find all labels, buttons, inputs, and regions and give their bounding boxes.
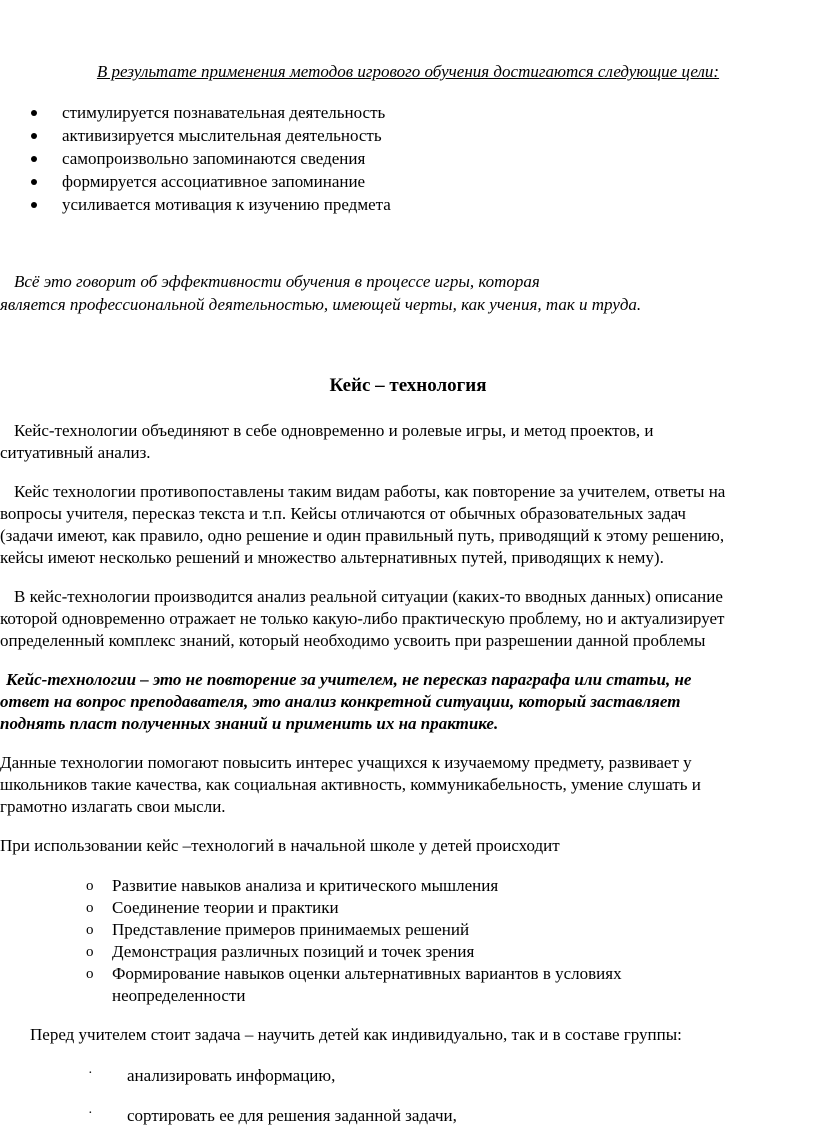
bullet-icon: [31, 156, 37, 162]
dot-bullet-icon: ·: [88, 1066, 93, 1081]
circle-bullet-icon: o: [86, 900, 94, 916]
dot-bullet-icon: ·: [88, 1106, 93, 1121]
bullet-icon: [31, 133, 37, 139]
circle-bullet-icon: o: [86, 966, 94, 982]
circle-bullet-icon: o: [86, 922, 94, 938]
bullet-icon: [31, 110, 37, 116]
paragraph-primary-school: При использовании кейс –технологий в начальной школе у детей происходит: [0, 836, 560, 855]
section-title: Кейс – технология: [329, 375, 487, 396]
bullet-icon: [31, 202, 37, 208]
paragraph-teacher-task: Перед учителем стоит задача – научить детей как индивидуально, так и в составе группы:: [30, 1025, 682, 1044]
circle-bullet-icon: o: [86, 944, 94, 960]
intro-heading: В результате применения методов игрового обучения достигаются следующие цели:: [96, 62, 720, 81]
bullet-icon: [31, 179, 37, 185]
circle-bullet-icon: o: [86, 878, 94, 894]
